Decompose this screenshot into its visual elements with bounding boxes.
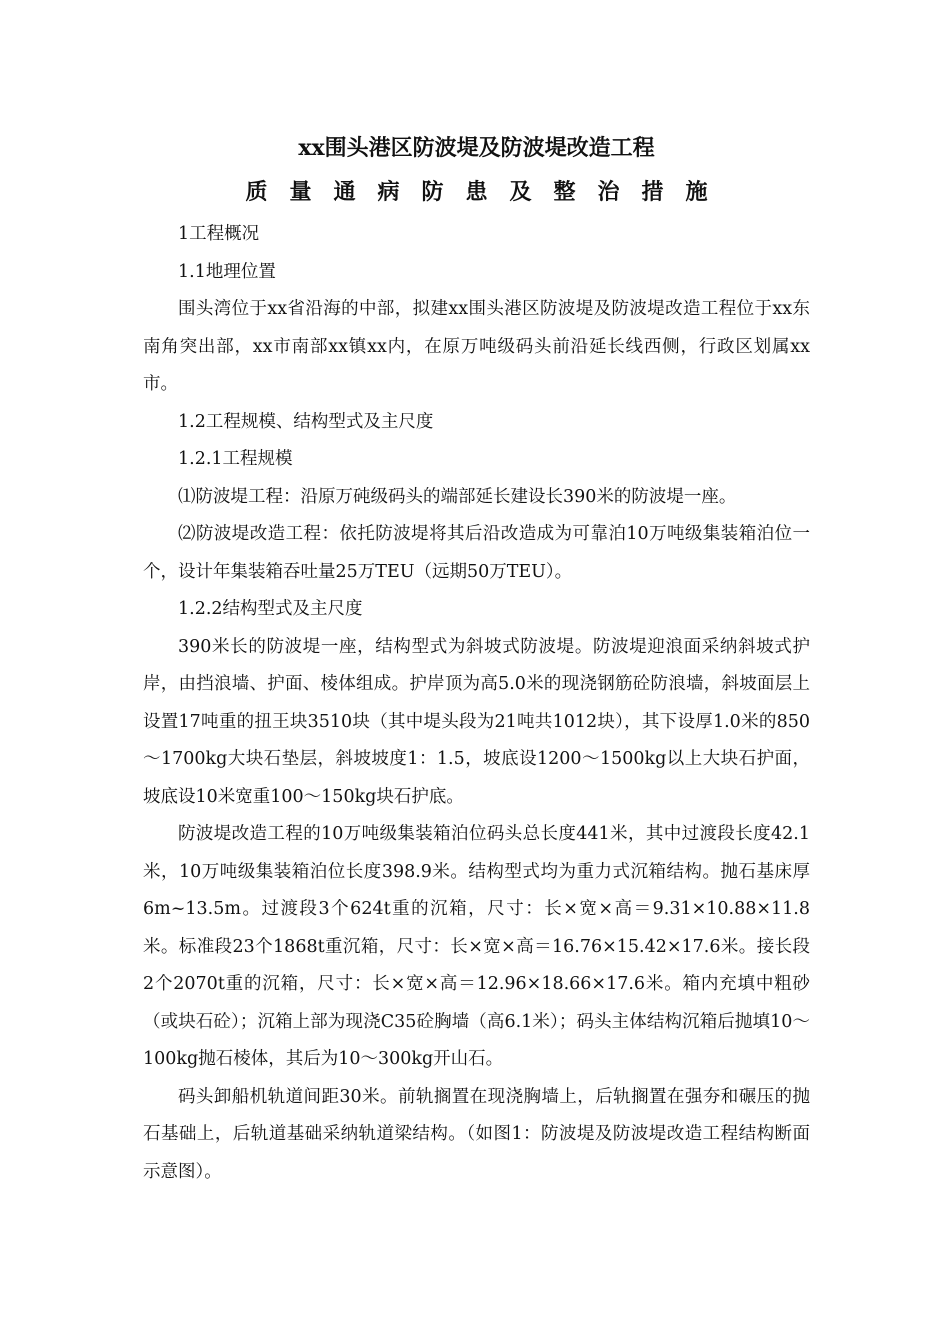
subtitle-char: 防: [421, 179, 444, 205]
subtitle-char: 治: [597, 179, 620, 205]
subtitle-char: 质: [245, 179, 268, 205]
paragraph-scale-2: ⑵防波堤改造工程：依托防波堤将其后沿改造成为可靠泊10万吨级集装箱泊位一个，设计年集装箱吞吐量25万TEU（远期50万TEU）。: [143, 524, 810, 582]
section-heading-1-2-2: 1.2.2结构型式及主尺度: [178, 599, 363, 619]
subtitle-char: 患: [465, 179, 488, 205]
document-subtitle: [143, 172, 810, 216]
subtitle-char: 措: [641, 179, 664, 205]
section-heading-1-2-1: 1.2.1工程规模: [178, 449, 293, 469]
subtitle-char: 整: [553, 179, 576, 205]
section-heading-1-2: 1.2工程规模、结构型式及主尺度: [178, 411, 434, 432]
paragraph-structure-1: 390米长的防波堤一座，结构型式为斜坡式防波堤。防波堤迎浪面采纳斜坡式护岸，由挡浪墙、护面、棱体组成。护岸顶为高5.0米的现浇钢筋砼防浪墙，斜坡面层上设置17吨重的扭王块3510块（其中堤头段为21吨共1012块），其下设厚1.0米的850～1700kg大块石垫层，斜坡坡度1：1.5，坡底设1200～1500kg以上大块石护面，坡底设10米宽重100～150kg块石护底。: [143, 636, 810, 807]
subtitle-char: 及: [509, 179, 532, 205]
section-heading-1-1: 1.1地理位置: [178, 261, 276, 282]
paragraph-structure-2: 防波堤改造工程的10万吨级集装箱泊位码头总长度441米，其中过渡段长度42.1米，10万吨级集装箱泊位长度398.9米。结构型式均为重力式沉箱结构。抛石基床厚6m~13.5m。过渡段3个624t重的沉箱，尺寸：长×宽×高＝9.31×10.88×11.8米。标准段23个1868t重沉箱，尺寸：长×宽×高＝16.76×15.42×17.6米。接长段2个2070t重的沉箱，尺寸：长×宽×高＝12.96×18.66×17.6米。箱内充填中粗砂（或块石砼）；沉箱上部为现浇C35砼胸墙（高6.1米）；码头主体结构沉箱后抛填10～100kg抛石棱体，其后为10～300kg开山石。: [143, 824, 810, 1069]
section-heading-1: 1工程概况: [178, 224, 260, 244]
subtitle-char: 通: [333, 179, 356, 205]
subtitle-char: 病: [377, 179, 400, 205]
paragraph-scale-1: ⑴防波堤工程：沿原万砘级码头的端部延长建设长390米的防波堤一座。: [178, 486, 737, 507]
paragraph-location: 围头湾位于xx省沿海的中部，拟建xx围头港区防波堤及防波堤改造工程位于xx东南角突出部，xx市南部xx镇xx内，在原万吨级码头前沿延长线西侧，行政区划属xx市。: [143, 299, 810, 394]
subtitle-char: 施: [685, 179, 708, 205]
paragraph-structure-3: 码头卸船机轨道间距30米。前轨搁置在现浇胸墙上，后轨搁置在强夯和碾压的抛石基础上，后轨道基础采纳轨道梁结构。（如图1：防波堤及防波堤改造工程结构断面示意图）。: [143, 1086, 810, 1182]
subtitle-char: 量: [289, 179, 312, 205]
document-title: xx围头港区防波堤及防波堤改造工程: [298, 135, 655, 161]
